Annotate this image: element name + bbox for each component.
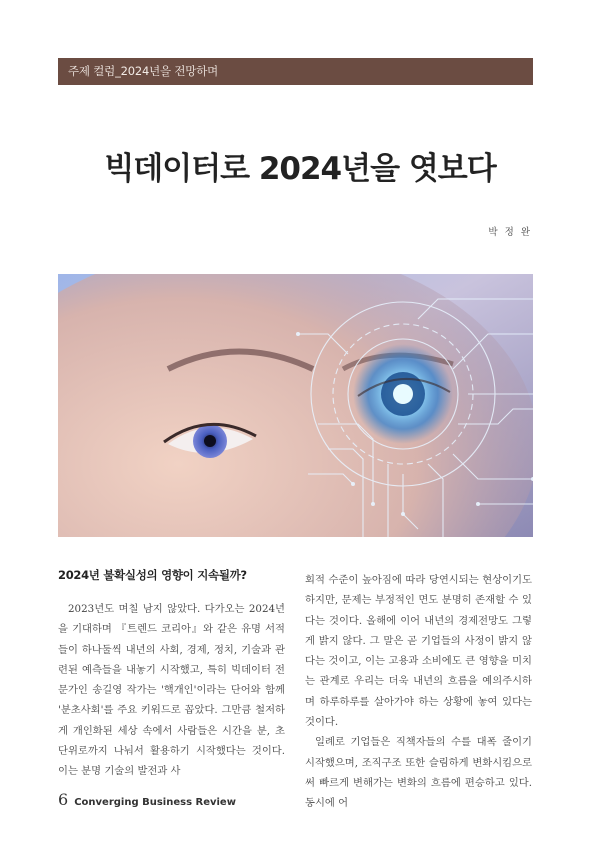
section-banner [58, 58, 533, 85]
journal-name: Converging Business Review [74, 797, 236, 808]
left-column [58, 565, 285, 782]
hero-image [58, 274, 533, 537]
eye-scan-illustration [58, 274, 533, 537]
right-column [305, 570, 532, 814]
section-subheading: 2024년 불확실성의 영향이 지속될까? [58, 568, 247, 582]
page-footer [58, 790, 236, 809]
article-title: 빅데이터로 2024년을 엿보다 [104, 151, 496, 187]
series-label: 주제 컬럼_2024년을 전망하며 [68, 64, 219, 78]
body-paragraph: 2023년도 며칠 남지 않았다. 다가오는 2024년을 기대하며 『트렌드 코리아』와 같은 유명 서적들이 하나둘씩 내년의 사회, 경제, 정치, 기술과 관련된 예측들을 내놓기 시작했고, 특히 빅데이터 전문가인 송길영 작가는 '핵개인'이라는 단어와 함께 '분초사회'를 주요 키워드로 꼽았다. 그만큼 철저하게 개인화된 세상 속에서 사람들은 시간을 분, 초 단위로까지 나눠서 활용하기 시작했다는 것이다. 이는 분명 기술의 발전과 사 [58, 603, 285, 778]
body-paragraph: 일례로 기업들은 직책자들의 수를 대폭 줄이기 시작했으며, 조직구조 또한 슬림하게 변화시킴으로써 빠르게 변해가는 변화의 흐름에 편승하고 있다. 동시에 어 [305, 736, 532, 810]
author-name: 박 정 완 [488, 227, 532, 238]
page-number: 6 [58, 790, 69, 809]
body-paragraph: 회적 수준이 높아짐에 따라 당연시되는 현상이기도 하지만, 문제는 부정적인 면도 분명히 존재할 수 있다는 것이다. 올해에 이어 내년의 경제전망도 그렇게 밝지 않다. 그 말은 곧 기업들의 사정이 밝지 않다는 것이고, 이는 고용과 소비에도 큰 영향을 미치는 관계로 우리는 더욱 내년의 흐름을 예의주시하며 하루하루를 살아가야 하는 상황에 놓여 있다는 것이다. [305, 574, 532, 729]
